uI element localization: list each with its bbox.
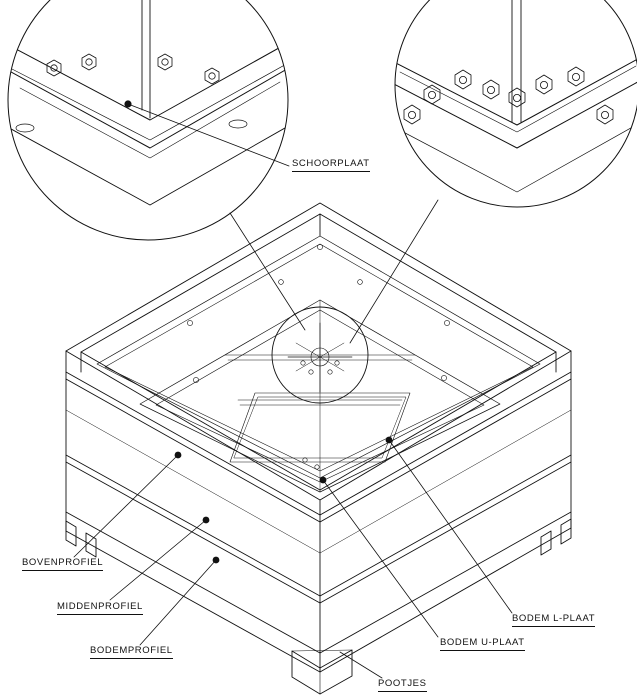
leader-lines (74, 104, 512, 678)
label-bovenprofiel: BOVENPROFIEL (22, 557, 103, 571)
detail-bubble-schoorplaat (0, 0, 320, 240)
label-schoorplaat: SCHOORPLAAT (292, 158, 370, 172)
label-pootjes: POOTJES (378, 678, 427, 692)
detail-bubble-corner-bolts (390, 0, 637, 207)
label-bodemprofiel: BODEMPROFIEL (90, 645, 173, 659)
label-middenprofiel: MIDDENPROFIEL (57, 601, 143, 615)
label-bodem-l-plaat: BODEM L-PLAAT (512, 613, 595, 627)
label-bodem-u-plaat: BODEM U-PLAAT (440, 637, 525, 651)
planter-body (66, 203, 571, 694)
